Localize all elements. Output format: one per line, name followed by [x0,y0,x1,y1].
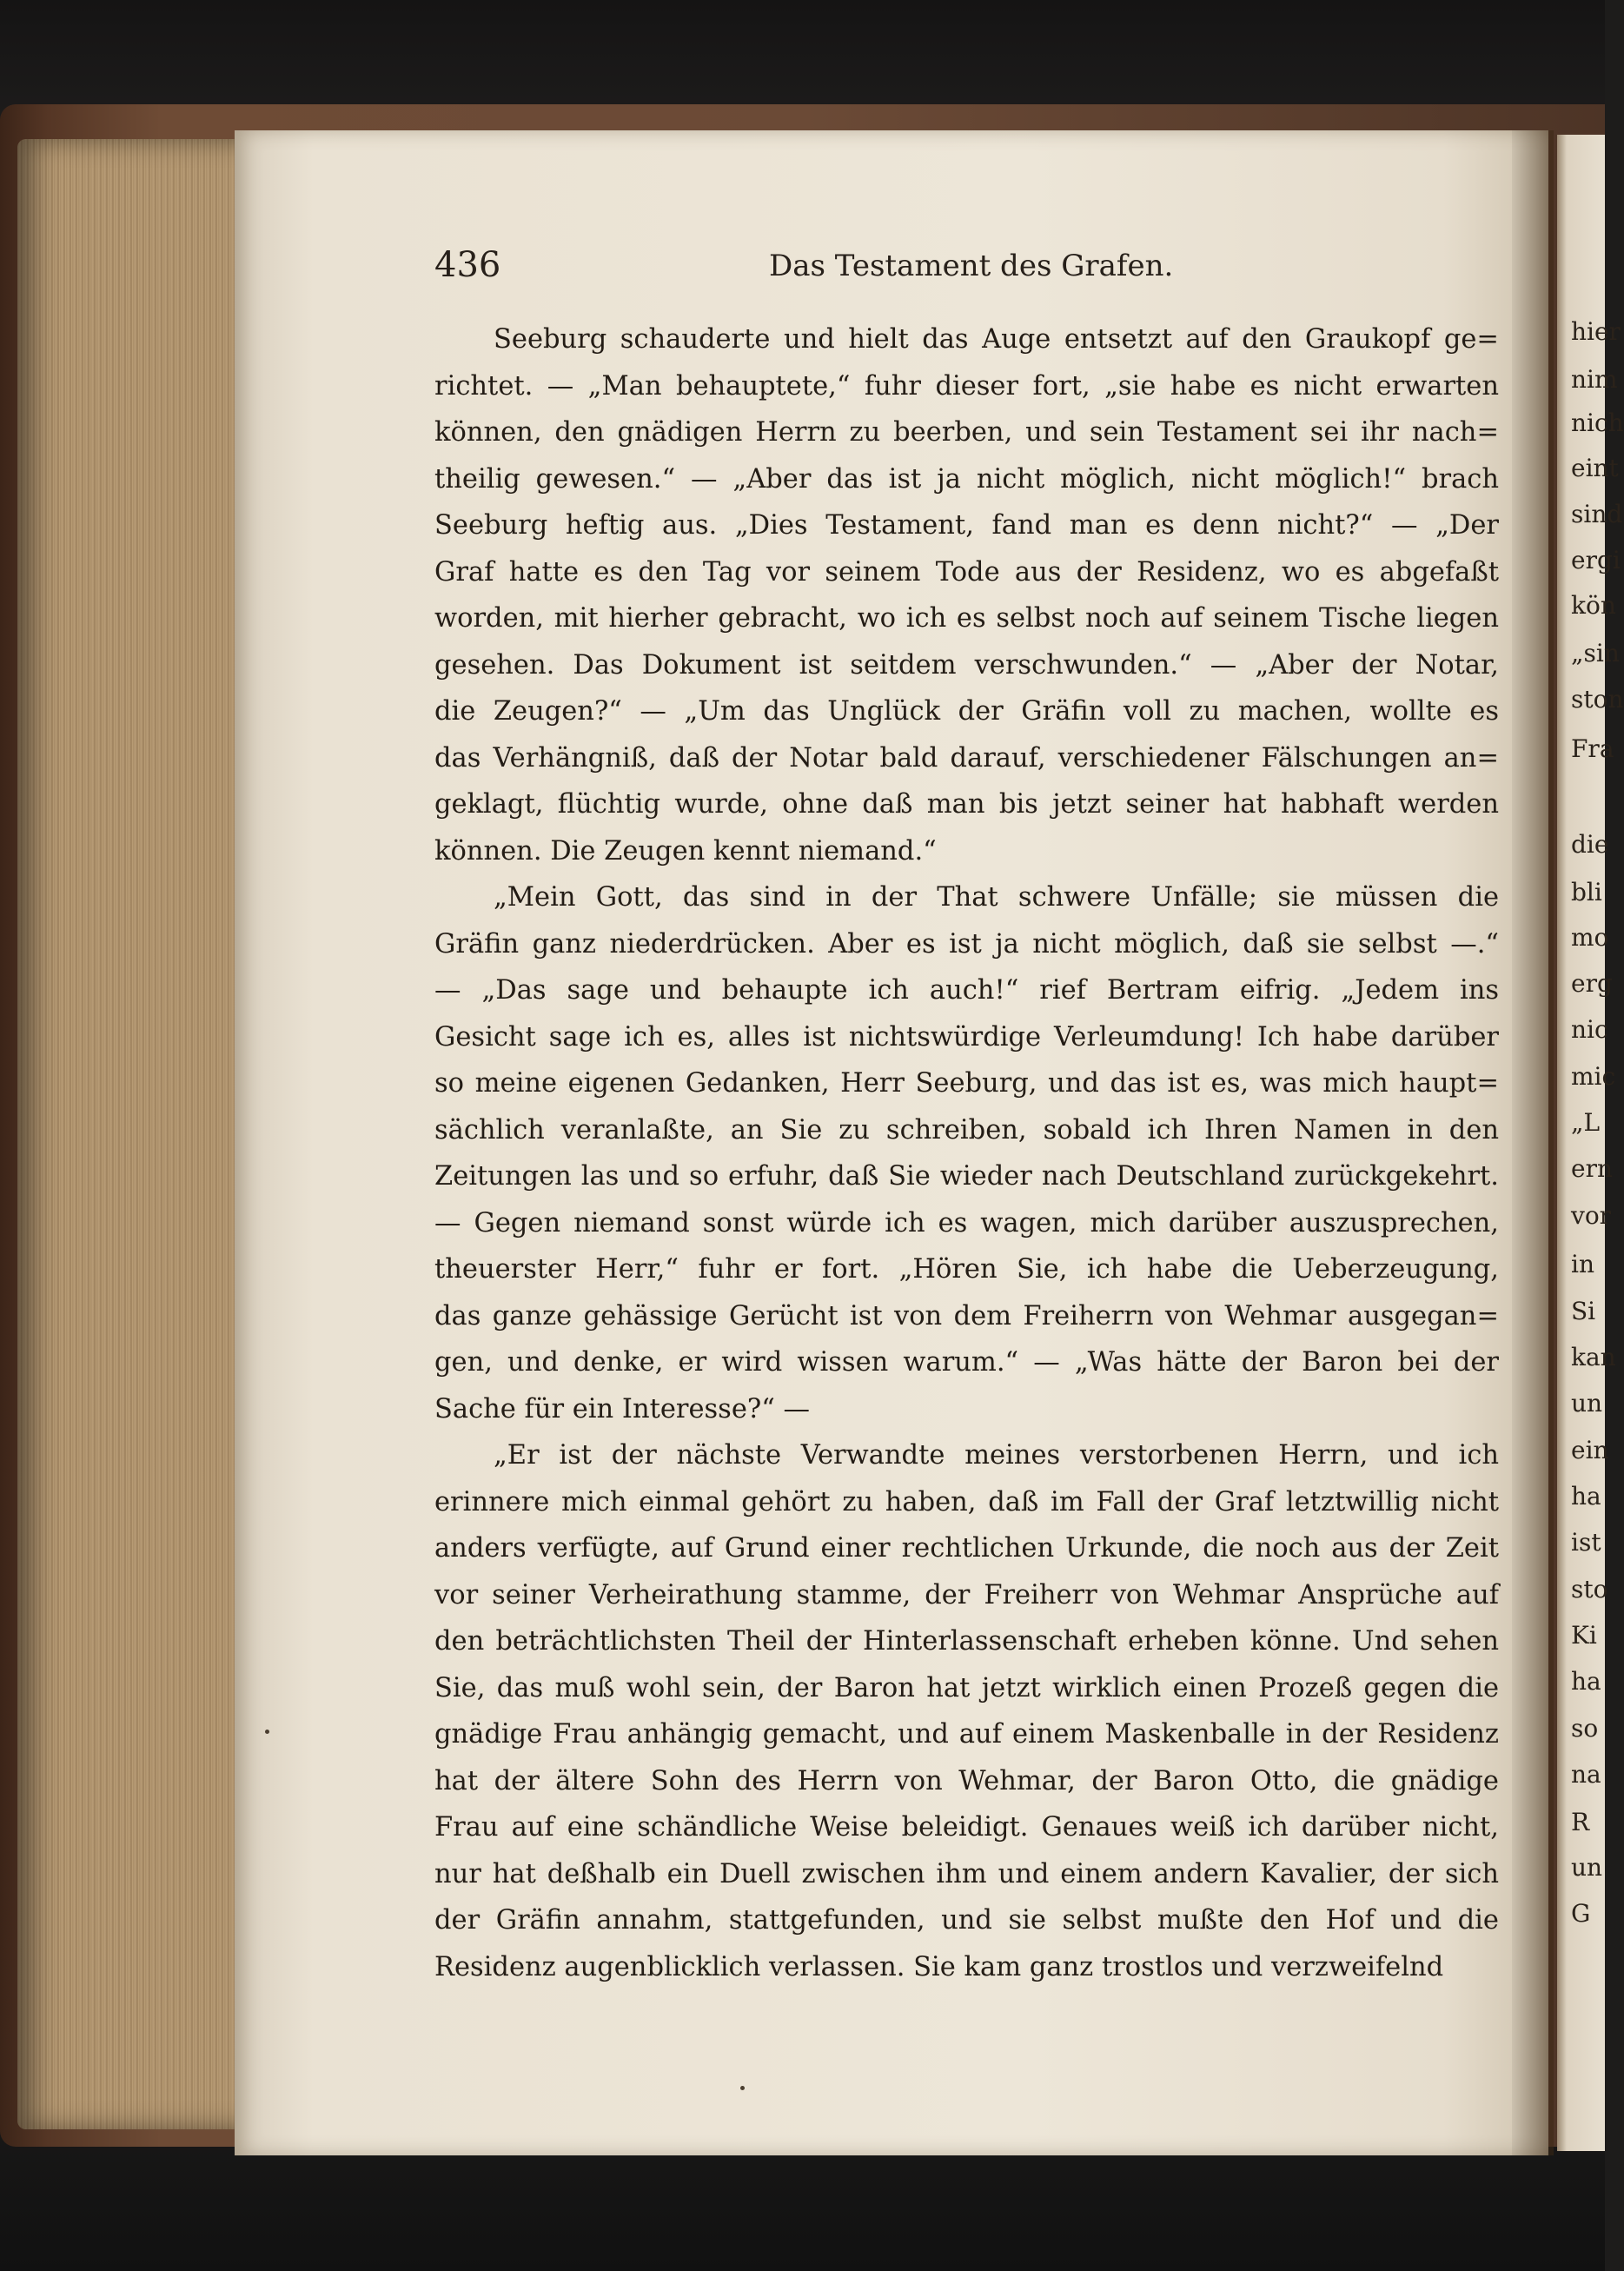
adjacent-page-fragment: „L [1571,1108,1601,1137]
adjacent-page-fragment: ist [1571,1528,1601,1557]
adjacent-page-fragment: un [1571,1853,1603,1882]
text-line: Zeitungen las und so erfuhr, daß Sie wieder nach Deutschland zurückgekehrt. [434,1161,1499,1192]
page-edges [17,139,250,2129]
adjacent-page-fragment: mo [1571,923,1609,952]
adjacent-page-fragment: hier [1571,317,1621,346]
text-line: Sache für ein Interesse?“ — [434,1393,811,1424]
running-title: Das Testament des Grafen. [769,249,1174,283]
text-line: erinnere mich einmal gehört zu haben, daß im Fall der Graf letztwillig nicht [434,1486,1499,1517]
text-line: Gräfin ganz niederdrücken. Aber es ist ja nicht möglich, daß sie selbst —.“ [434,928,1499,960]
adjacent-page-fragment: sto [1571,1575,1608,1604]
text-line: gesehen. Das Dokument ist seitdem verschwunden.“ — „Aber der Notar, [434,649,1499,681]
adjacent-page-fragment: sind [1571,500,1623,528]
text-line: Sie, das muß wohl sein, der Baron hat jetzt wirklich einen Prozeß gegen die [434,1672,1499,1703]
adjacent-page-fragment: ston [1571,685,1624,714]
adjacent-page-fragment: G [1571,1899,1591,1928]
page-gutter [1512,130,1554,2155]
text-line: das Verhängniß, daß der Notar bald darauf, verschiedener Fälschungen an= [434,742,1499,774]
adjacent-page-fragment: ergi [1571,546,1621,574]
text-line: den beträchtlichsten Theil der Hinterlassenschaft erheben könne. Und sehen [434,1626,1499,1657]
text-line: worden, mit hierher gebracht, wo ich es selbst noch auf seinem Tische liegen [434,603,1499,634]
text-line: die Zeugen?“ — „Um das Unglück der Gräfin voll zu machen, wollte es [434,696,1499,727]
text-line: nur hat deßhalb ein Duell zwischen ihm und einem andern Kavalier, der sich [434,1858,1499,1889]
adjacent-page-fragment: eint [1571,454,1619,482]
adjacent-page-fragment: R [1571,1808,1590,1836]
adjacent-page-fragment: Ki [1571,1621,1597,1650]
text-line: vor seiner Verheirathung stamme, der Freiherr von Wehmar Ansprüche auf [434,1579,1499,1610]
text-line: „Mein Gott, das sind in der That schwere Unfälle; sie müssen die [494,882,1499,913]
text-line: können. Die Zeugen kennt niemand.“ [434,835,937,867]
adjacent-page-fragment: bli [1571,878,1602,906]
page-header [434,245,1503,289]
adjacent-page-fragment: ha [1571,1482,1601,1511]
text-line: hat der ältere Sohn des Herrn von Wehmar, der Baron Otto, die gnädige [434,1765,1499,1796]
adjacent-page-edge [1557,135,1624,2151]
text-line: theilig gewesen.“ — „Aber das ist ja nicht möglich, nicht möglich!“ brach [434,463,1499,495]
adjacent-page-fragment: Fra [1571,734,1614,763]
adjacent-page-fragment: erg [1571,969,1613,998]
adjacent-page-fragment: Si [1571,1297,1596,1325]
adjacent-page-fragment: vor [1571,1201,1612,1230]
adjacent-page-fragment: ha [1571,1667,1601,1696]
adjacent-page-fragment: nic [1571,1015,1608,1044]
text-line: der Gräfin annahm, stattgefunden, und sie selbst mußte den Hof und die [434,1905,1499,1936]
adjacent-page-fragment: so [1571,1714,1599,1743]
text-line: Residenz augenblicklich verlassen. Sie kam ganz trostlos und verzweifelnd [434,1951,1444,1982]
text-line: Gesicht sage ich es, alles ist nichtswürdige Verleumdung! Ich habe darüber [434,1021,1499,1052]
text-line: das ganze gehässige Gerücht ist von dem Freiherrn von Wehmar ausgegan= [434,1300,1499,1331]
text-line: können, den gnädigen Herrn zu beerben, und sein Testament sei ihr nach= [434,417,1499,448]
adjacent-page-fragment: „sin [1571,639,1620,667]
adjacent-page-fragment: mic [1571,1062,1616,1091]
adjacent-page-fragment: na [1571,1760,1601,1789]
adjacent-page-fragment: kan [1571,1343,1616,1371]
text-line: geklagt, flüchtig wurde, ohne daß man bis jetzt seiner hat habhaft werden [434,789,1499,820]
text-line: anders verfügte, auf Grund einer rechtlichen Urkunde, die noch aus der Zeit [434,1533,1499,1564]
adjacent-page-fragment: kön [1571,591,1616,620]
adjacent-page-fragment: in [1571,1250,1594,1278]
adjacent-page-fragment: un [1571,1389,1603,1418]
adjacent-page-fragment: nim [1571,365,1618,394]
body-text [434,316,1499,1990]
page-number: 436 [434,245,501,285]
text-line: sächlich veranlaßte, an Sie zu schreiben, sobald ich Ihren Namen in den [434,1114,1499,1145]
adjacent-page-fragment: ein [1571,1436,1609,1464]
text-line: „Er ist der nächste Verwandte meines verstorbenen Herrn, und ich [494,1440,1499,1471]
text-line: Seeburg heftig aus. „Dies Testament, fand man es denn nicht?“ — „Der [434,510,1499,541]
text-line: richtet. — „Man behauptete,“ fuhr dieser fort, „sie habe es nicht erwarten [434,370,1499,402]
adjacent-page-fragment: die [1571,830,1609,859]
text-line: so meine eigenen Gedanken, Herr Seeburg, und das ist es, was mich haupt= [434,1068,1499,1099]
text-line: theuerster Herr,“ fuhr er fort. „Hören Sie, ich habe die Ueberzeugung, [434,1254,1499,1285]
text-line: Frau auf eine schändliche Weise beleidigt. Genaues weiß ich darüber nicht, [434,1812,1499,1843]
text-line: Graf hatte es den Tag vor seinem Tode aus der Residenz, wo es abgefaßt [434,556,1499,588]
adjacent-page-fragment: nich [1571,408,1624,437]
text-line: — „Das sage und behaupte ich auch!“ rief Bertram eifrig. „Jedem ins [434,975,1499,1006]
adjacent-page-fragment: ern [1571,1154,1613,1183]
text-line: — Gegen niemand sonst würde ich es wagen, mich darüber auszusprechen, [434,1207,1499,1238]
paper-speck [740,2086,745,2090]
text-line: gen, und denke, er wird wissen warum.“ — „Was hätte der Baron bei der [434,1347,1499,1378]
text-line: Seeburg schauderte und hielt das Auge entsetzt auf den Graukopf ge= [494,324,1499,355]
paper-speck [265,1730,269,1734]
text-line: gnädige Frau anhängig gemacht, und auf einem Maskenballe in der Residenz [434,1719,1499,1750]
